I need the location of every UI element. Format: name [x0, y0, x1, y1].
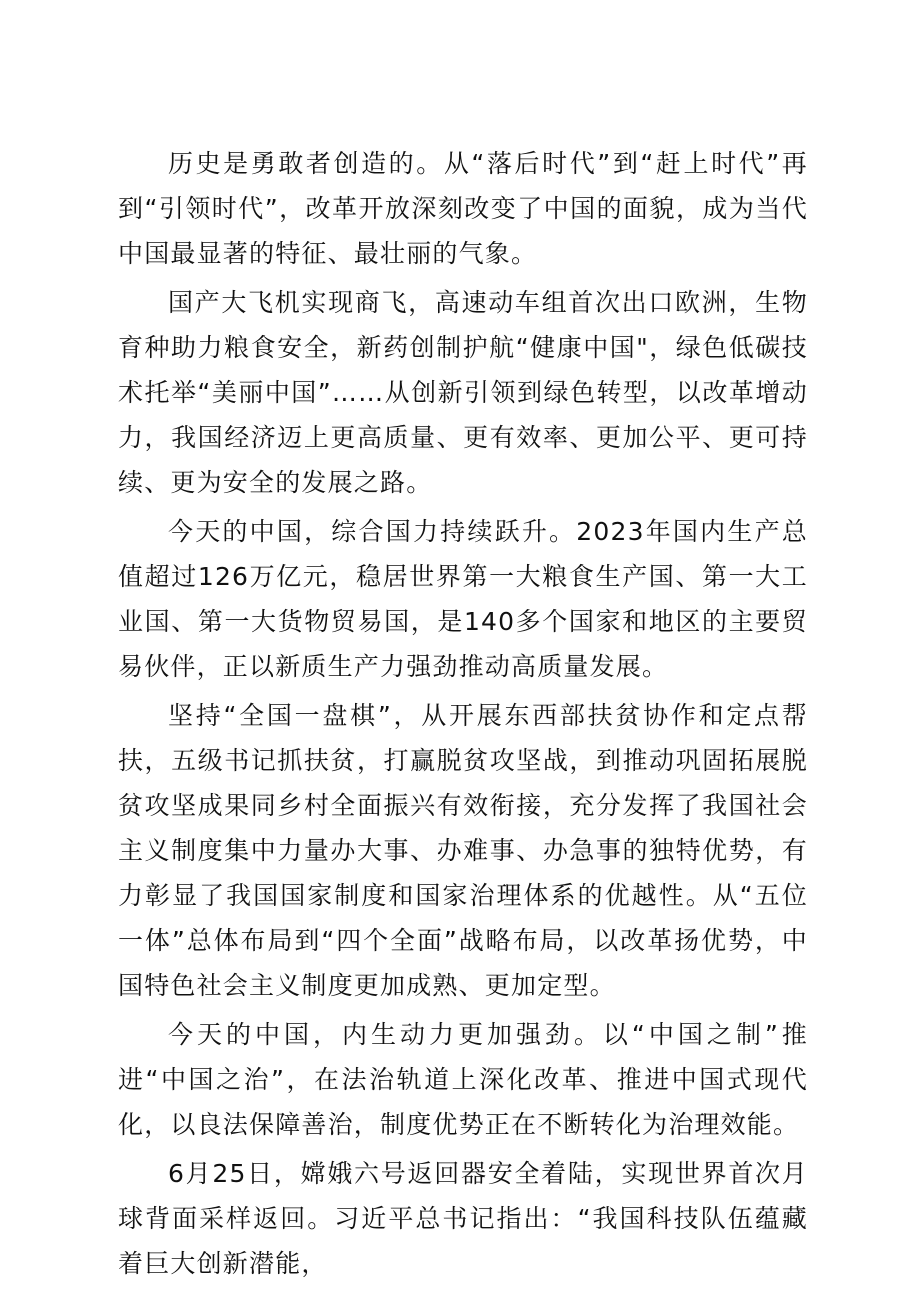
document-body: [118, 141, 808, 1290]
paragraph-national-strength: 今天的中国，综合国力持续跃升。2023年国内生产总值超过126万亿元，稳居世界第一大粮食生产国、第一大工业国、第一大货物贸易国，是140多个国家和地区的主要贸易伙伴，正以新质生产力强劲推动高质量发展。: [118, 517, 808, 681]
paragraph-poverty-alleviation: 坚持“全国一盘棋”，从开展东西部扶贫协作和定点帮扶，五级书记抓扶贫，打赢脱贫攻坚战，到推动巩固拓展脱贫攻坚成果同乡村全面振兴有效衔接，充分发挥了我国社会主义制度集中力量办大事、办难事、办急事的独特优势，有力彰显了我国国家制度和国家治理体系的优越性。从“五位一体”总体布局到“四个全面”战略布局，以改革扬优势，中国特色社会主义制度更加成熟、更加定型。: [118, 701, 808, 1000]
paragraph-innovation: 国产大飞机实现商飞，高速动车组首次出口欧洲，生物育种助力粮食安全，新药创制护航“健康中国"，绿色低碳技术托举“美丽中国”……从创新引领到绿色转型，以改革增动力，我国经济迈上更高质量、更有效率、更加公平、更可持续、更为安全的发展之路。: [118, 288, 808, 497]
paragraph-change6: 6月25日，嫦娥六号返回器安全着陆，实现世界首次月球背面采样返回。习近平总书记指出：“我国科技队伍蕴藏着巨大创新潜能，: [118, 1159, 808, 1278]
paragraph-history: 历史是勇敢者创造的。从“落后时代”到“赶上时代”再到“引领时代”，改革开放深刻改变了中国的面貌，成为当代中国最显著的特征、最壮丽的气象。: [118, 149, 808, 268]
paragraph-governance: 今天的中国，内生动力更加强劲。以“中国之制”推进“中国之治”，在法治轨道上深化改革、推进中国式现代化，以良法保障善治，制度优势正在不断转化为治理效能。: [118, 1020, 808, 1139]
